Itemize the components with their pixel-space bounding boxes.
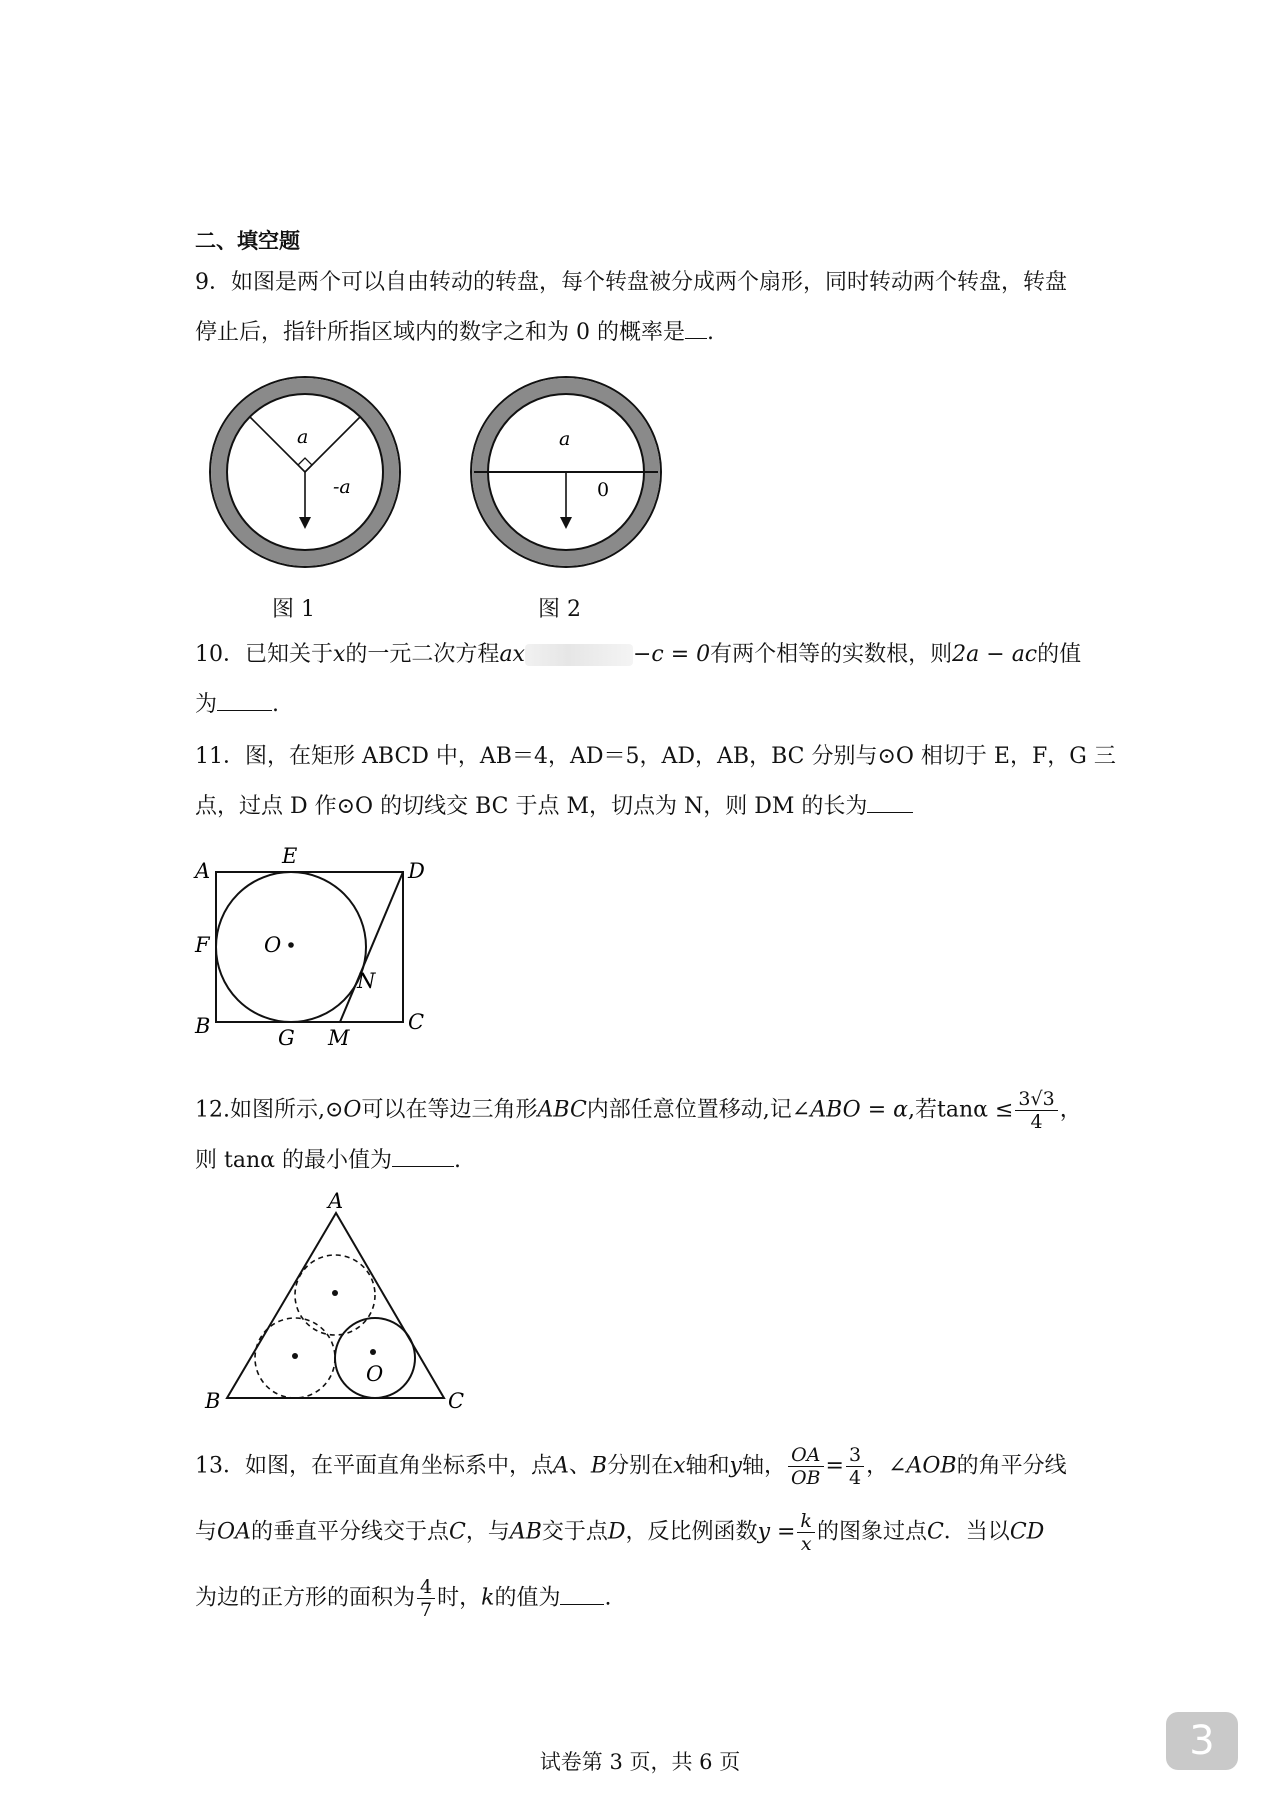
q13-l2-d: 交于点 xyxy=(541,1519,608,1545)
q9-line2-text: 停止后，指针所指区域内的数字之和为 0 的概率是 xyxy=(195,320,685,345)
q12-fraction xyxy=(1015,1088,1057,1133)
q12-mid3: ,若 xyxy=(908,1097,937,1123)
q13-frac-4-7 xyxy=(417,1576,435,1621)
label-d: D xyxy=(408,859,425,883)
spinner-figure-2 xyxy=(459,365,674,580)
q13-frac-oa-ob xyxy=(788,1444,824,1489)
q10-prefix: 10．已知关于 xyxy=(195,642,333,667)
q12-line2-end: . xyxy=(453,1148,461,1173)
spinner2-label-a: a xyxy=(559,428,571,450)
q12-tan-prefix: tanα ≤ xyxy=(937,1097,1014,1123)
q13-l1-e: 轴， xyxy=(741,1453,786,1479)
fig2-caption: 图 2 xyxy=(538,597,581,622)
q12-angle: ∠ABO = α xyxy=(791,1097,908,1123)
label-o: O xyxy=(264,933,282,957)
q13-frac1-num: OA xyxy=(788,1444,824,1467)
label-c: C xyxy=(408,1010,425,1034)
q13-l3-a: 为边的正方形的面积为 xyxy=(195,1585,416,1611)
solid-circle-o xyxy=(335,1318,415,1398)
spinner1-label-a: a xyxy=(297,426,309,448)
rectangle-abcd xyxy=(216,872,403,1022)
q13-l2-a: 与 xyxy=(195,1519,218,1545)
q13-angle: ∠AOB xyxy=(888,1453,957,1479)
q10-answer-blank[interactable] xyxy=(217,690,272,711)
q13-frac2-num: 3 xyxy=(846,1444,864,1467)
q10-expr: 2a − ac xyxy=(952,642,1038,667)
q13-l2-c: ，与 xyxy=(465,1519,510,1545)
q12-prefix: 12.如图所示,⊙ xyxy=(195,1097,344,1123)
q13-l1-g: 的角平分线 xyxy=(956,1453,1067,1479)
q13-frac-k-x xyxy=(797,1510,815,1555)
q12-mid1: 可以在等边三角形 xyxy=(361,1097,538,1123)
q11-answer-blank[interactable] xyxy=(867,792,913,813)
q13-oa: OA xyxy=(217,1519,251,1545)
q13-ab: AB xyxy=(509,1519,542,1545)
q12-o: O xyxy=(343,1097,362,1123)
q10-eq-end: −c = 0 xyxy=(632,642,711,667)
triangle-circles-figure xyxy=(200,1190,470,1415)
q13-line3 xyxy=(195,1576,611,1621)
q13-eq: = xyxy=(825,1453,844,1479)
dot-o-center xyxy=(370,1349,376,1355)
fig1-caption: 图 1 xyxy=(272,597,315,622)
spinner2-label-0: 0 xyxy=(597,479,610,501)
label-g: G xyxy=(278,1026,295,1050)
q13-frac2-den: 4 xyxy=(848,1467,862,1489)
q12-answer-blank[interactable] xyxy=(392,1146,454,1167)
q11-line1: 11．图，在矩形 ABCD 中，AB＝4，AD＝5，AD，AB，BC 分别与⊙O 相切于 E，F，G 三 xyxy=(195,744,1116,769)
q12-line2-text: 则 tanα 的最小值为 xyxy=(195,1148,392,1173)
label-f: F xyxy=(195,933,210,957)
q13-frac1-den: OB xyxy=(790,1467,821,1489)
label-a: A xyxy=(328,1190,344,1213)
q13-l2-g: ．当以 xyxy=(943,1519,1010,1545)
q13-l1-d: 轴和 xyxy=(685,1453,730,1479)
q13-l2-f: 的图象过点 xyxy=(816,1519,927,1545)
q12-frac-den: 4 xyxy=(1030,1111,1043,1133)
q12-line1 xyxy=(195,1088,1082,1133)
label-o: O xyxy=(366,1362,384,1386)
q10-line2 xyxy=(195,690,279,720)
q13-f3-den: 7 xyxy=(420,1599,433,1621)
q13-c: C xyxy=(448,1519,466,1545)
q13-l3-end: . xyxy=(604,1585,612,1611)
section-title: 二、填空题 xyxy=(195,229,300,253)
q10-line2-text: 为 xyxy=(195,692,218,717)
q9-line1: 9．如图是两个可以自由转动的转盘，每个转盘被分成两个扇形，同时转动两个转盘，转盘 xyxy=(195,270,1068,295)
label-a: A xyxy=(195,859,211,883)
q12-abc: ABC xyxy=(537,1097,587,1123)
q13-l1-c: 分别在 xyxy=(607,1453,674,1479)
triangle-abc xyxy=(227,1213,444,1398)
q13-l2-e: ，反比例函数 xyxy=(625,1519,758,1545)
label-m: M xyxy=(328,1026,350,1050)
q13-fk-den: x xyxy=(800,1533,812,1555)
page-number-badge[interactable]: 3 xyxy=(1166,1712,1238,1770)
q13-k: k xyxy=(481,1585,495,1611)
q12-frac-num: 3√3 xyxy=(1015,1088,1057,1111)
q10-mid2: 有两个相等的实数根，则 xyxy=(710,642,953,667)
q13-l1-f: ， xyxy=(866,1453,889,1479)
q13-line2 xyxy=(195,1510,1044,1555)
q9-line2 xyxy=(195,318,714,348)
q10-line1 xyxy=(195,640,1081,670)
spinner-figure-1 xyxy=(198,365,413,580)
center-o-dot xyxy=(288,942,294,948)
q13-l3-b: 时， xyxy=(437,1585,482,1611)
label-b: B xyxy=(205,1389,221,1413)
label-b: B xyxy=(195,1014,211,1038)
q13-y: y xyxy=(729,1453,742,1479)
q13-fk-num: k xyxy=(797,1510,815,1533)
q10-line2-end: . xyxy=(272,692,280,717)
q12-mid2: 内部任意位置移动,记 xyxy=(586,1097,792,1123)
q13-l1-a: 13．如图，在平面直角坐标系中，点 xyxy=(195,1453,553,1479)
q13-l3-c: 的值为 xyxy=(494,1585,561,1611)
dot-top-center xyxy=(332,1290,338,1296)
q12-line2 xyxy=(195,1146,461,1176)
label-c: C xyxy=(448,1389,465,1413)
q13-b: B xyxy=(590,1453,608,1479)
q13-l1-b: 、 xyxy=(568,1453,591,1479)
q10-smudged-region xyxy=(525,644,633,666)
q13-answer-blank[interactable] xyxy=(560,1584,604,1605)
q13-x: x xyxy=(673,1453,686,1479)
q10-mid: 的一元二次方程 xyxy=(345,642,500,667)
rectangle-circle-figure xyxy=(190,845,440,1050)
q13-f3-num: 4 xyxy=(417,1576,435,1599)
q9-line2-end: . xyxy=(707,320,714,345)
q11-line2 xyxy=(195,792,913,822)
dot-left-center xyxy=(292,1353,298,1359)
tangent-dm xyxy=(340,872,403,1022)
q13-c2: C xyxy=(926,1519,944,1545)
q13-cd: CD xyxy=(1009,1519,1045,1545)
spinner1-label-neg-a: -a xyxy=(333,476,351,498)
label-n: N xyxy=(357,969,376,993)
q10-suffix: 的值 xyxy=(1037,642,1082,667)
q13-l2-b: 的垂直平分线交于点 xyxy=(250,1519,449,1545)
q13-yeq: y = xyxy=(757,1519,796,1545)
q10-var-x: x xyxy=(333,642,346,667)
q13-frac-3-4 xyxy=(846,1444,864,1489)
q13-line1 xyxy=(195,1444,1067,1489)
q11-line2-text: 点，过点 D 作⊙O 的切线交 BC 于点 M，切点为 N，则 DM 的长为 xyxy=(195,794,868,819)
q13-d: D xyxy=(607,1519,626,1545)
label-e: E xyxy=(282,845,298,868)
page-footer: 试卷第 3 页，共 6 页 xyxy=(539,1750,741,1774)
q9-answer-blank[interactable] xyxy=(685,318,707,339)
q12-end: ， xyxy=(1059,1097,1082,1123)
q13-a: A xyxy=(553,1453,569,1479)
q10-eq-start: ax xyxy=(499,642,525,667)
